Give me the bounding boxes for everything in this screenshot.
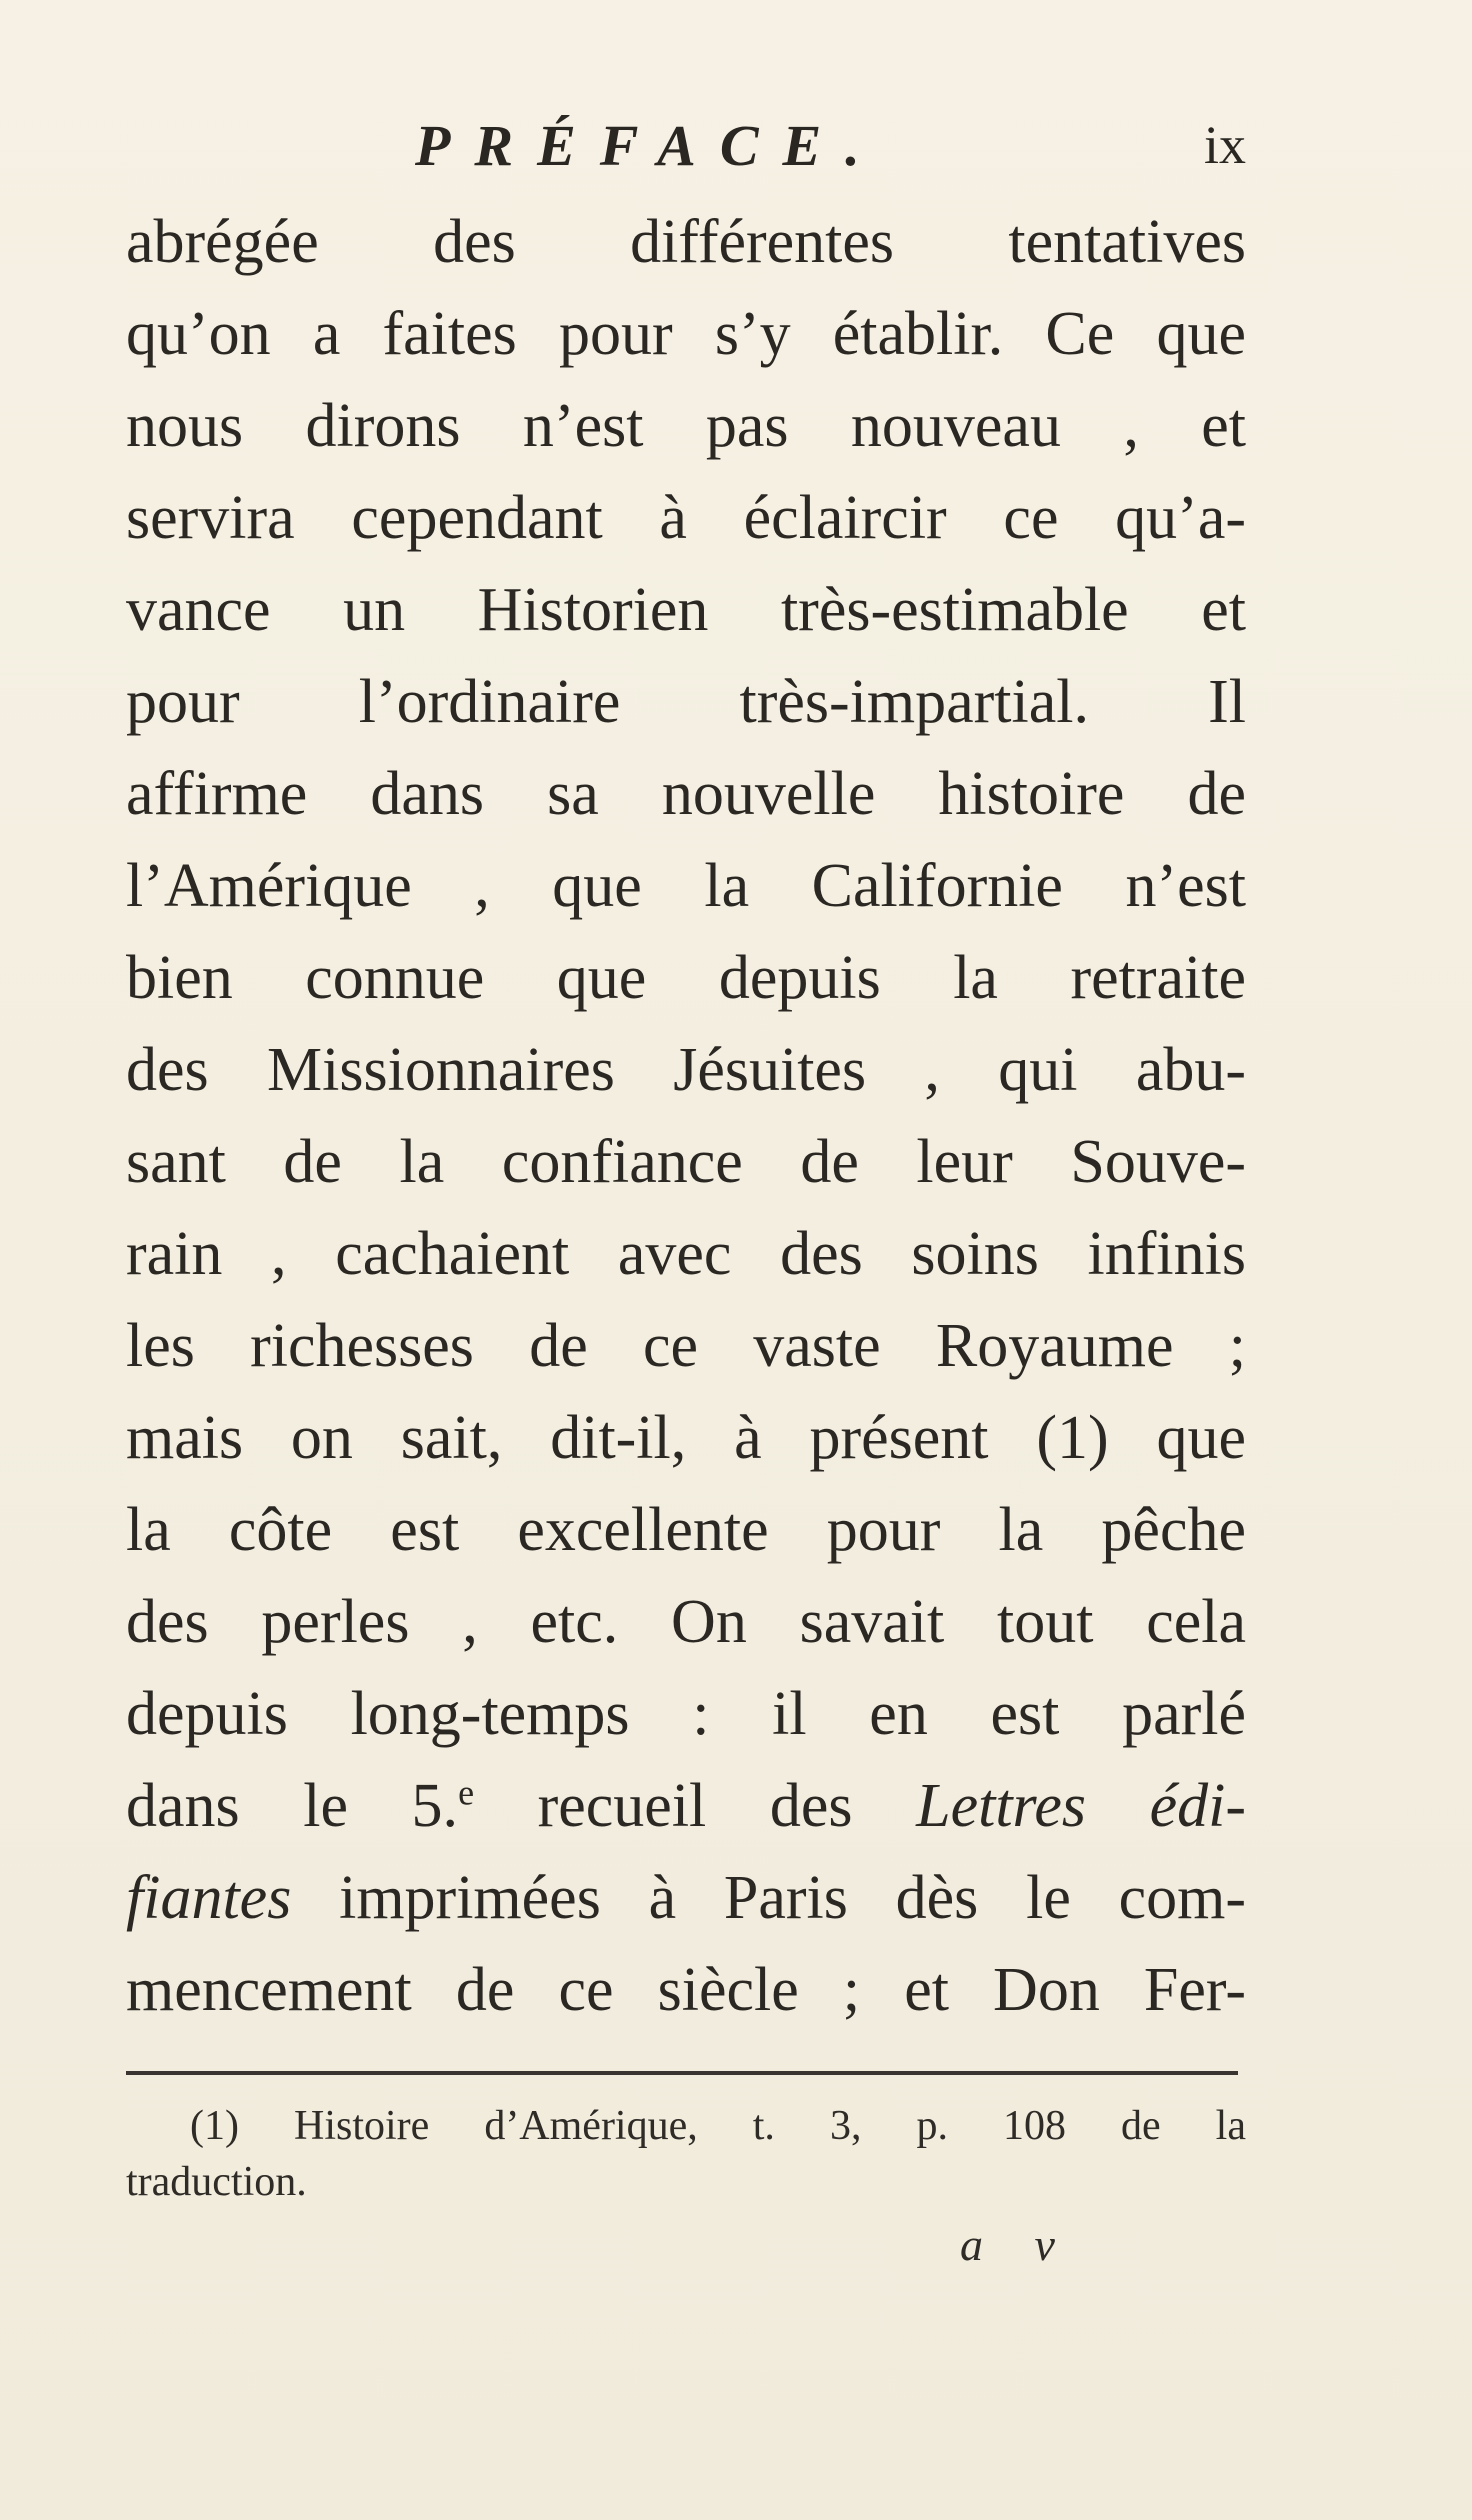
text-line: des Missionnaires Jésuites , qui abu-: [126, 1036, 1246, 1104]
text-line: depuis long-temps : il en est parlé: [126, 1680, 1246, 1748]
line-text: dans le 5.: [126, 1772, 459, 1840]
text-line: sant de la confiance de leur Souve-: [126, 1128, 1246, 1196]
footnote-line: (1) Histoire d’Amérique, t. 3, p. 108 de la: [190, 2103, 1246, 2149]
line-text: recueil des: [474, 1772, 917, 1840]
text-line: bien connue que depuis la retraite: [126, 944, 1246, 1012]
text-line: affirme dans sa nouvelle histoire de: [126, 760, 1246, 828]
text-line: mencement de ce siècle ; et Don Fer-: [126, 1956, 1246, 2024]
text-line: la côte est excellente pour la pêche: [126, 1496, 1246, 1564]
signature-mark: a v: [960, 2219, 1075, 2270]
text-line: abrégée des différentes tentatives: [126, 208, 1246, 276]
text-line: des perles , etc. On savait tout cela: [126, 1588, 1246, 1656]
text-line: [126, 1760, 1246, 1852]
page-number: ix: [1204, 115, 1247, 175]
footnote-line: traduction.: [126, 2159, 307, 2205]
body-text: [126, 196, 1246, 2036]
superscript: e: [458, 1772, 475, 1813]
text-line: servira cependant à éclaircir ce qu’a-: [126, 484, 1246, 552]
text-line: les richesses de ce vaste Royaume ;: [126, 1312, 1246, 1380]
italic-title: fiantes: [126, 1864, 292, 1932]
text-line: qu’on a faites pour s’y établir. Ce que: [126, 300, 1246, 368]
text-line: nous dirons n’est pas nouveau , et: [126, 392, 1246, 460]
text-line: [126, 1852, 1246, 1944]
text-line: l’Amérique , que la Californie n’est: [126, 852, 1246, 920]
page-header: [0, 112, 1472, 192]
text-line: mais on sait, dit-il, à présent (1) que: [126, 1404, 1246, 1472]
text-line: vance un Historien très-estimable et: [126, 576, 1246, 644]
running-title: PRÉFACE.: [415, 113, 884, 178]
footnote-rule: [126, 2071, 1238, 2075]
text-line: rain , cachaient avec des soins infinis: [126, 1220, 1246, 1288]
text-line: pour l’ordinaire très-impartial. Il: [126, 668, 1246, 736]
footnote: [126, 2098, 1246, 2210]
italic-title: Lettres édi-: [916, 1772, 1246, 1840]
line-text: imprimées à Paris dès le com-: [291, 1864, 1246, 1932]
